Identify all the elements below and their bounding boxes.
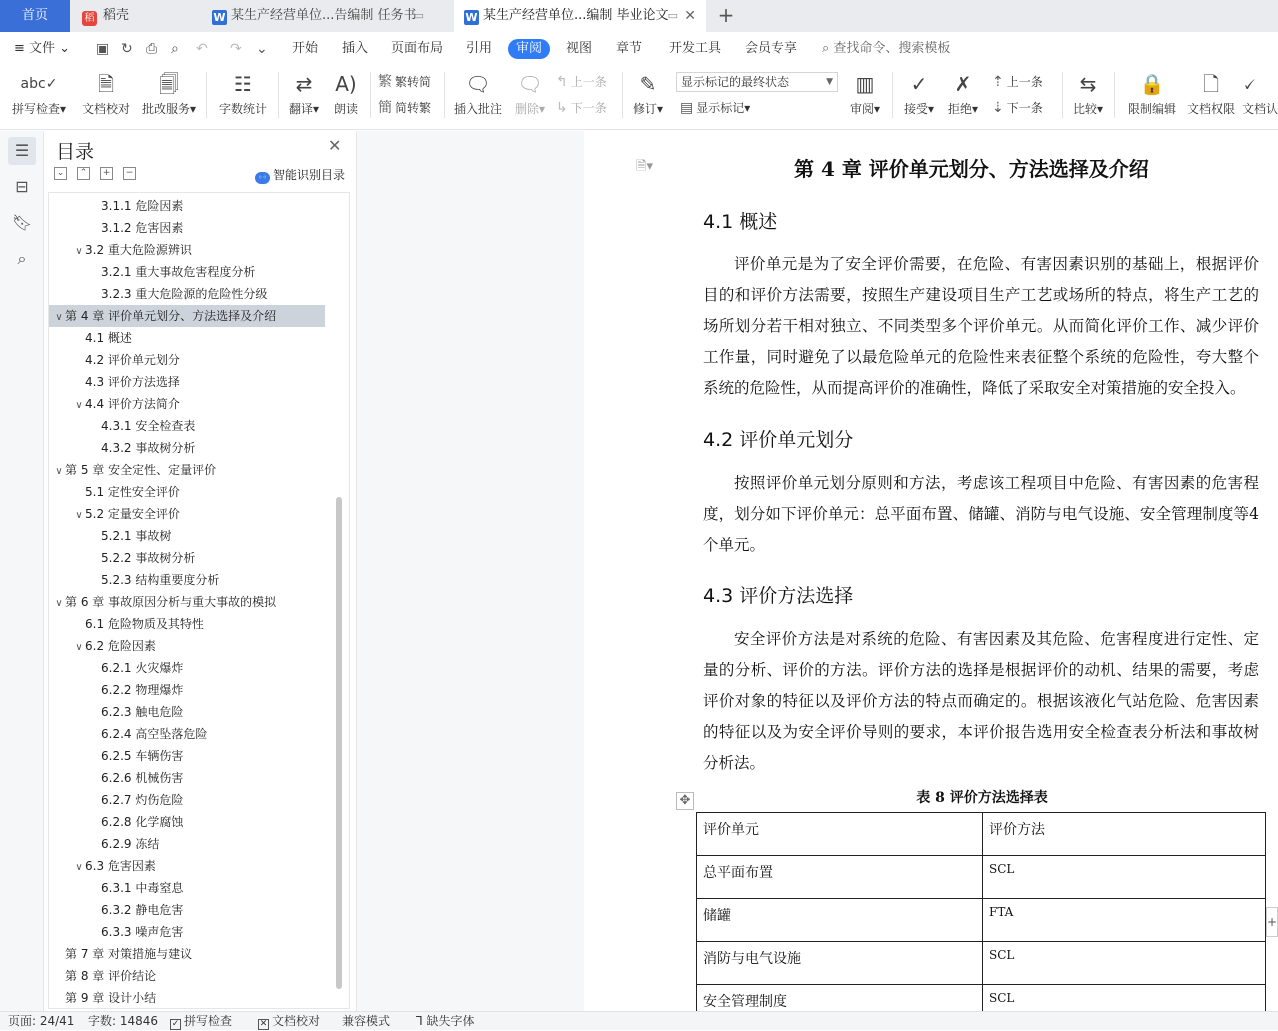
table-cell[interactable]: 安全管理制度: [697, 985, 983, 1012]
toc-item-label: 6.3.2 静电危害: [101, 903, 184, 917]
doc-permission-button[interactable]: [1184, 66, 1238, 126]
read-aloud-button[interactable]: [328, 66, 364, 126]
review-pane-button[interactable]: [846, 66, 884, 126]
toc-item-label: 5.2.3 结构重要度分析: [101, 573, 220, 587]
toc-item[interactable]: [49, 327, 333, 349]
prev-comment-button[interactable]: [556, 72, 607, 92]
table-row: [697, 856, 1266, 899]
writer-doc-icon: W: [465, 11, 478, 24]
toc-item[interactable]: [49, 877, 333, 899]
show-markup-icon: ▤: [680, 100, 694, 116]
insert-comment-label: 插入批注: [453, 102, 502, 116]
prev-change-icon: ⇡: [992, 74, 1004, 90]
toc-item-label: 5.1 定性安全评价: [85, 485, 180, 499]
compare-button[interactable]: [1068, 66, 1108, 126]
translate-button[interactable]: [284, 66, 324, 126]
word-count-label: 字数统计: [218, 102, 267, 116]
tab-bar: [0, 0, 1278, 32]
tab-home[interactable]: 首页: [0, 0, 70, 32]
collapse-all-icon[interactable]: ⌄: [54, 167, 67, 180]
expand-level-icon[interactable]: ⌃: [77, 167, 90, 180]
doc-proof-label: 文档校对: [81, 102, 130, 116]
simp-to-trad-label: 简转繁: [395, 101, 432, 115]
chevron-down-icon[interactable]: ∨: [55, 598, 63, 609]
toc-item[interactable]: [49, 261, 333, 283]
prev-change-label: 上一条: [1006, 75, 1043, 89]
toc-item[interactable]: [49, 393, 333, 415]
status-proof-label: 文档校对: [272, 1014, 321, 1028]
tab-doc-task[interactable]: [202, 0, 452, 32]
toc-item[interactable]: [49, 415, 333, 437]
table-cell[interactable]: 储罐: [697, 899, 983, 942]
toc-item-label: 4.3.2 事故树分析: [101, 441, 196, 455]
translate-icon: ⇄: [295, 72, 313, 96]
font-icon: Ꞁ: [416, 1014, 423, 1028]
correction-label: 批改服务▾: [141, 102, 197, 116]
menu-view[interactable]: 视图: [565, 41, 592, 56]
chapter-heading: 第 4 章 评价单元划分、方法选择及介绍: [794, 157, 1149, 181]
translate-label: 翻译▾: [288, 102, 320, 116]
toc-item[interactable]: [49, 305, 325, 327]
toc-item-label: 6.3.1 中毒窒息: [101, 881, 184, 895]
chevron-down-icon[interactable]: ∨: [75, 400, 83, 411]
table-cell[interactable]: 消防与电气设施: [697, 942, 983, 985]
chevron-down-icon[interactable]: ∨: [75, 510, 83, 521]
toc-item[interactable]: [49, 987, 333, 1009]
missing-font-indicator[interactable]: [416, 1012, 475, 1031]
toc-item[interactable]: [49, 217, 333, 239]
ribbon-separator: [370, 72, 371, 118]
toc-item-label: 6.2.9 冻结: [101, 837, 160, 851]
review-ribbon: [0, 66, 1278, 130]
toc-item-label: 第 5 章 安全定性、定量评价: [65, 463, 217, 477]
toc-item[interactable]: [49, 635, 333, 657]
word-count-indicator[interactable]: 字数: 14846: [88, 1014, 159, 1028]
table-row: [697, 985, 1266, 1012]
toc-item-label: 4.4 评价方法简介: [85, 397, 180, 411]
toc-item-label: 6.2.6 机械伤害: [101, 771, 184, 785]
toc-item[interactable]: [49, 833, 333, 855]
chevron-down-icon[interactable]: ∨: [55, 312, 63, 323]
section-4-2-heading: 4.2 评价单元划分: [703, 429, 854, 451]
toc-item-label: 6.2.4 高空坠落危险: [101, 727, 208, 741]
toc-item-label: 4.3 评价方法选择: [85, 375, 180, 389]
toc-item-label: 6.2.3 触电危险: [101, 705, 184, 719]
next-comment-icon: ↳: [556, 100, 568, 116]
checkbox-icon: ✓: [171, 1019, 180, 1029]
track-changes-button[interactable]: [630, 66, 666, 126]
status-spell-label: 拼写检查: [184, 1014, 233, 1028]
toc-item[interactable]: [49, 481, 333, 503]
toc-item[interactable]: [49, 503, 333, 525]
ribbon-separator: [1114, 72, 1115, 118]
dropdown-arrow-icon: ▼: [826, 77, 833, 87]
word-count-icon: ☷: [234, 72, 252, 96]
track-changes-icon: ✎: [639, 72, 657, 96]
export-icon[interactable]: ↻: [121, 41, 133, 57]
compare-icon: ⇆: [1079, 72, 1097, 96]
permission-icon: 🗋: [1202, 72, 1220, 96]
toc-item[interactable]: [49, 349, 333, 371]
trad-to-simp-button[interactable]: [378, 72, 431, 92]
toc-item-label: 6.2.7 灼伤危险: [101, 793, 184, 807]
toc-item-label: 第 9 章 设计小结: [65, 991, 157, 1005]
quick-access-more-icon[interactable]: ⌄: [256, 41, 268, 57]
smart-toc-label: 智能识别目录: [273, 168, 346, 182]
close-tab-icon[interactable]: ✕: [684, 8, 696, 24]
section-4-2-paragraph: 按照评价单元划分原则和方法，考虑该工程项目中危险、有害因素的危害程度，划分如下评价单元：总平面布置、储罐、消防与电气设施、安全管理制度等4个单元。: [703, 474, 1259, 554]
insert-comment-button[interactable]: [450, 66, 506, 126]
ribbon-separator: [278, 72, 279, 118]
chevron-down-icon[interactable]: ∨: [75, 246, 83, 257]
ribbon-separator: [622, 72, 623, 118]
delete-comment-label: 删除▾: [514, 102, 546, 116]
toc-item[interactable]: [49, 679, 333, 701]
toc-item[interactable]: [49, 855, 333, 877]
table-caption: 表 8 评价方法选择表: [916, 790, 1048, 806]
toc-item[interactable]: [49, 195, 333, 217]
add-row-icon[interactable]: +: [1266, 907, 1278, 937]
table-header-cell[interactable]: 评价单元: [697, 813, 983, 856]
review-pane-icon: ▥: [855, 72, 875, 96]
menu-insert[interactable]: 插入: [341, 41, 368, 56]
toc-list: [48, 192, 350, 1009]
toc-item[interactable]: [49, 767, 333, 789]
accept-button[interactable]: [900, 66, 938, 126]
toc-item[interactable]: [49, 547, 333, 569]
menu-review[interactable]: 审阅: [508, 39, 550, 59]
doc-proof-icon: 🗎: [97, 72, 115, 96]
chapter-nav-icon[interactable]: ⊟: [15, 177, 29, 196]
show-markup-button[interactable]: ▤ 显示标记▾: [680, 100, 751, 116]
toc-item-label: 第 4 章 评价单元划分、方法选择及介绍: [65, 309, 277, 323]
redo-icon[interactable]: ↷: [230, 41, 242, 57]
ribbon-separator: [1062, 72, 1063, 118]
toc-item-label: 第 7 章 对策措施与建议: [65, 947, 193, 961]
toc-item-label: 6.2.8 化学腐蚀: [101, 815, 184, 829]
section-4-3-paragraph: 安全评价方法是对系统的危险、有害因素及其危险、危害程度进行定性、定量的分析、评价的方法。评价方法的选择是根据评价的动机、结果的需要，考虑评价对象的特征以及评价方法的特点而确定的。根据该液化气站危险、危害因素的特征以及为安全评价导则的要求，本评价报告选用安全检查表分析法和事故树分析法。: [703, 630, 1259, 772]
accept-icon: ✓: [910, 72, 928, 96]
chevron-down-icon[interactable]: ∨: [75, 642, 83, 653]
table-cell[interactable]: 总平面布置: [697, 856, 983, 899]
navigation-rail: [0, 131, 44, 1011]
section-4-3-heading: 4.3 评价方法选择: [703, 585, 854, 607]
track-changes-label: 修订▾: [632, 102, 664, 116]
read-aloud-label: 朗读: [333, 102, 358, 116]
tab-doc-task-label: 某生产经营单位...告编制 任务书: [231, 8, 417, 23]
section-4-1-heading: 4.1 概述: [703, 211, 778, 233]
toc-item-label: 第 6 章 事故原因分析与重大事故的模拟: [65, 595, 277, 609]
accept-label: 接受▾: [903, 102, 935, 116]
toc-item-label: 6.2.2 物理爆炸: [101, 683, 184, 697]
toc-item-label: 4.1 概述: [85, 331, 132, 345]
toc-item-label: 第 8 章 评价结论: [65, 969, 157, 983]
table-row: [697, 942, 1266, 985]
pin-icon[interactable]: ▭: [667, 9, 678, 22]
simp-to-trad-button[interactable]: [378, 98, 431, 118]
toc-item-label: 5.2.2 事故树分析: [101, 551, 196, 565]
tab-doc-thesis-label: 某生产经营单位...编制 毕业论文: [483, 8, 669, 23]
tab-daoke[interactable]: [72, 0, 200, 32]
ai-icon: ◦◦: [255, 172, 270, 184]
toc-item[interactable]: [49, 283, 333, 305]
table-cell[interactable]: FTA: [983, 899, 1266, 942]
toc-item[interactable]: [49, 525, 333, 547]
toc-item-label: 3.2.1 重大事故危害程度分析: [101, 265, 256, 279]
ribbon-separator: [892, 72, 893, 118]
restrict-editing-button[interactable]: [1124, 66, 1180, 126]
ribbon-separator: [444, 72, 445, 118]
status-doc-proof[interactable]: [258, 1012, 320, 1031]
method-selection-table[interactable]: [696, 812, 1266, 1011]
menu-page-layout[interactable]: 页面布局: [390, 41, 443, 56]
tab-daoke-label: 稻壳: [103, 8, 130, 23]
reject-icon: ✗: [954, 72, 972, 96]
ribbon-separator: [206, 72, 207, 118]
next-change-button[interactable]: [992, 98, 1043, 118]
toc-item[interactable]: [49, 899, 333, 921]
table-cell[interactable]: SCL: [983, 856, 1266, 899]
proof-icon: ✕: [259, 1019, 268, 1029]
read-aloud-icon: A): [335, 72, 357, 96]
toc-item[interactable]: [49, 569, 333, 591]
toc-item-label: 3.1.1 危险因素: [101, 199, 184, 213]
table-cell[interactable]: SCL: [983, 942, 1266, 985]
table-cell[interactable]: SCL: [983, 985, 1266, 1012]
file-menu[interactable]: ≡ 文件 ⌄: [14, 41, 71, 56]
menu-developer[interactable]: 开发工具: [668, 41, 721, 56]
chevron-down-icon[interactable]: ∨: [75, 862, 83, 873]
toc-item[interactable]: [49, 613, 333, 635]
next-comment-button[interactable]: [556, 98, 607, 118]
toc-item-label: 6.2 危险因素: [85, 639, 156, 653]
menu-start[interactable]: 开始: [291, 41, 318, 56]
toc-item-label: 5.2.1 事故树: [101, 529, 172, 543]
toc-item[interactable]: [49, 811, 333, 833]
doc-certify-button[interactable]: [1242, 66, 1278, 126]
toc-item-label: 4.2 评价单元划分: [85, 353, 180, 367]
toc-item[interactable]: [49, 591, 333, 613]
delete-comment-button[interactable]: [510, 66, 550, 126]
toc-item-label: 6.3.3 噪声危害: [101, 925, 184, 939]
close-icon[interactable]: ✕: [328, 136, 342, 155]
next-change-label: 下一条: [1006, 101, 1043, 115]
reject-button[interactable]: [944, 66, 982, 126]
toc-item[interactable]: [49, 789, 333, 811]
save-icon[interactable]: ▣: [96, 41, 110, 57]
certify-icon: 🗸: [1242, 72, 1256, 96]
page-options-icon[interactable]: 🗎▾: [636, 159, 653, 174]
compat-mode: 兼容模式: [342, 1014, 391, 1028]
doc-certify-label: 文档认: [1242, 102, 1278, 116]
toc-item[interactable]: [49, 943, 333, 965]
simp-trad-icon: 簡: [378, 100, 392, 116]
toc-item-label: 4.3.1 安全检查表: [101, 419, 196, 433]
menu-chapter[interactable]: 章节: [615, 41, 642, 56]
toc-item-label: 3.1.2 危害因素: [101, 221, 184, 235]
print-preview-icon[interactable]: ⌕: [171, 41, 179, 57]
reject-label: 拒绝▾: [947, 102, 979, 116]
toc-item-label: 6.2.1 火灾爆炸: [101, 661, 184, 675]
lock-icon: 🔒: [1139, 72, 1165, 96]
markup-state-value: 显示标记的最终状态: [681, 75, 790, 89]
table-move-handle-icon[interactable]: ✥: [676, 792, 694, 810]
remove-heading-icon[interactable]: −: [123, 167, 136, 180]
document-page[interactable]: [584, 131, 1278, 1011]
bookmark-icon[interactable]: 🔖︎: [11, 213, 33, 232]
missing-font-label: 缺失字体: [426, 1014, 475, 1028]
search-icon[interactable]: ⌕: [17, 249, 27, 268]
spell-check-icon: abc✓: [20, 76, 58, 92]
toc-item[interactable]: [49, 371, 333, 393]
pin-icon[interactable]: ▭: [413, 9, 424, 22]
toc-item-label: 3.2.3 重大危险源的危险性分级: [101, 287, 268, 301]
table-row: [697, 899, 1266, 942]
smart-toc-button[interactable]: [255, 166, 345, 184]
toc-item[interactable]: [49, 239, 333, 261]
toc-panel-icon[interactable]: ☰: [8, 137, 36, 165]
command-search[interactable]: [822, 39, 950, 59]
chevron-down-icon[interactable]: ∨: [55, 466, 63, 477]
tab-doc-thesis[interactable]: [454, 0, 706, 32]
table-header-cell[interactable]: 评价方法: [983, 813, 1266, 856]
toc-item[interactable]: [49, 921, 333, 943]
toc-item-label: 6.3 危害因素: [85, 859, 156, 873]
toc-scrollbar[interactable]: [336, 497, 342, 989]
correction-service-button[interactable]: [138, 66, 200, 126]
toc-item[interactable]: [49, 437, 333, 459]
show-markup-label: 显示标记: [696, 101, 745, 115]
next-change-icon: ⇣: [992, 100, 1004, 116]
add-heading-icon[interactable]: +: [100, 167, 113, 180]
search-icon: ⌕: [822, 41, 830, 56]
writer-doc-icon: W: [213, 11, 226, 24]
trad-to-simp-label: 繁转简: [395, 75, 432, 89]
toc-item[interactable]: [49, 701, 333, 723]
toc-item[interactable]: [49, 745, 333, 767]
toc-item-label: 6.2.5 车辆伤害: [101, 749, 184, 763]
page-indicator[interactable]: 页面: 24/41: [8, 1014, 75, 1028]
print-icon[interactable]: ⎙: [146, 41, 158, 57]
toc-item[interactable]: [49, 965, 333, 987]
prev-comment-icon: ↰: [556, 74, 568, 90]
doc-permission-label: 文档权限: [1186, 102, 1235, 116]
insert-comment-icon: 🗨: [465, 72, 491, 96]
menu-bar: [0, 32, 1278, 66]
toc-panel: [44, 131, 356, 1011]
table-header-row: [697, 813, 1266, 856]
compare-label: 比较▾: [1072, 102, 1104, 116]
section-4-1-paragraph: 评价单元是为了安全评价需要，在危险、有害因素识别的基础上，根据评价目的和评价方法需要，按照生产建设项目生产工艺或场所的特点，将生产工艺的场所划分若干相对独立、不同类型多个评价单元。从而简化评价工作、减少评价工作量，同时避免了以最危险单元的危险性来表征整个系统的危险性，夸大整个系统的危险性，从而提高评价的准确性，降低了采取安全对策措施的安全投入。: [703, 255, 1259, 397]
markup-state-select[interactable]: [676, 72, 838, 92]
spell-check-label: 拼写检查▾: [11, 102, 67, 116]
prev-comment-label: 上一条: [570, 75, 607, 89]
daoke-icon: 稻: [82, 11, 97, 26]
toc-item[interactable]: [49, 657, 333, 679]
undo-icon[interactable]: ↶: [196, 41, 208, 57]
toc-title: 目录: [56, 141, 95, 163]
doc-proof-button[interactable]: [78, 66, 134, 126]
trad-simp-icon: 繁: [378, 74, 392, 90]
next-comment-label: 下一条: [570, 101, 607, 115]
file-menu-label: 文件: [29, 41, 56, 56]
prev-change-button[interactable]: [992, 72, 1043, 92]
status-spell-check[interactable]: [170, 1012, 232, 1031]
delete-comment-icon: 🗨: [517, 72, 543, 96]
status-bar: [0, 1011, 1278, 1030]
menu-references[interactable]: 引用: [465, 41, 492, 56]
menu-member[interactable]: 会员专享: [744, 41, 797, 56]
new-tab-icon[interactable]: +: [717, 3, 735, 27]
toc-item-label: 6.1 危险物质及其特性: [85, 617, 204, 631]
word-count-button[interactable]: [214, 66, 272, 126]
restrict-editing-label: 限制编辑: [1127, 102, 1176, 116]
page-gutter: [356, 131, 584, 1011]
toc-item[interactable]: [49, 459, 333, 481]
review-pane-label: 审阅▾: [849, 102, 881, 116]
toc-item-label: 5.2 定量安全评价: [85, 507, 180, 521]
toc-item[interactable]: [49, 723, 333, 745]
correction-icon: 🗐: [159, 72, 179, 96]
command-search-text: 查找命令、搜索模板: [833, 41, 951, 56]
toc-item-label: 3.2 重大危险源辨识: [85, 243, 192, 257]
spell-check-button[interactable]: [8, 66, 70, 126]
